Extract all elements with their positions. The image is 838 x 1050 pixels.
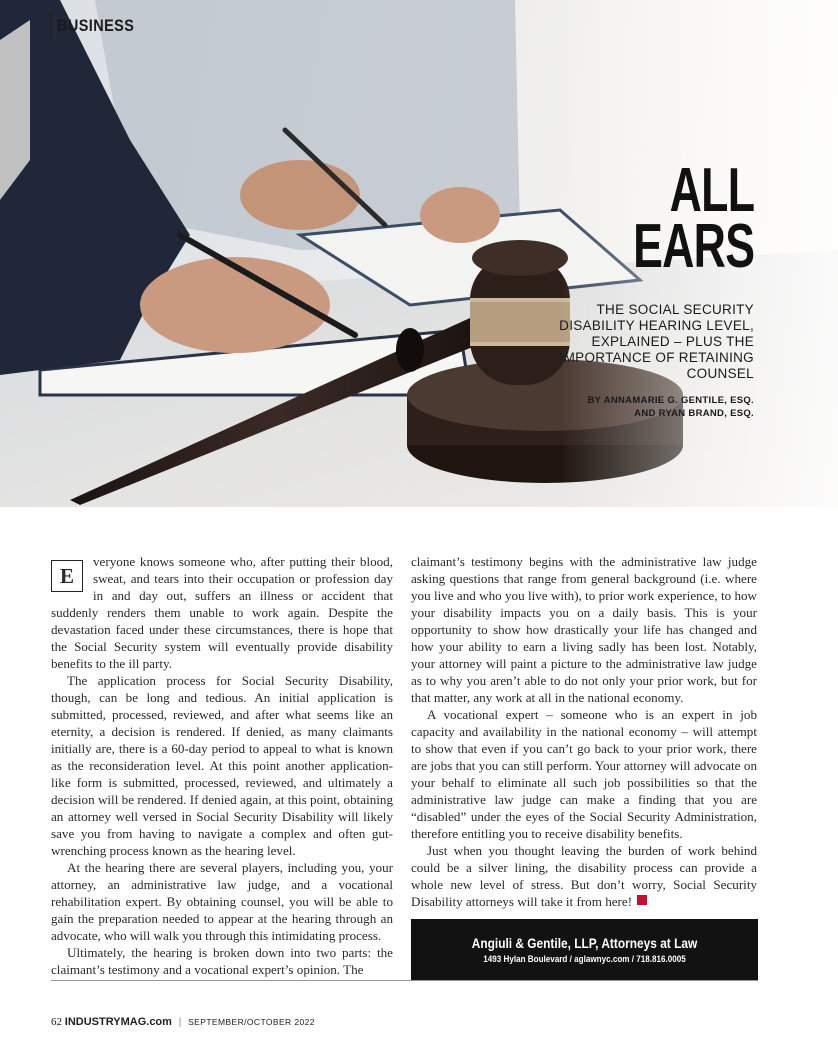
- issue-date: SEPTEMBER/OCTOBER 2022: [188, 1017, 315, 1027]
- sponsor-contact[interactable]: 1493 Hylan Boulevard / aglawnyc.com / 718.816.0005: [483, 954, 686, 964]
- sponsor-box: [411, 919, 758, 980]
- hero-photo: [0, 0, 838, 507]
- byline-line-1: BY ANNAMARIE G. GENTILE, ESQ.: [587, 395, 754, 406]
- article-byline: [534, 394, 754, 420]
- body-column-right: [411, 553, 757, 910]
- article-title: [632, 156, 754, 281]
- end-mark-icon: [637, 895, 647, 905]
- paragraph-1: [51, 553, 393, 672]
- paragraph-7-text: Just when you thought leaving the burden of work behind could be a silver lining, the disability process can provide a whole new level of stress. But don’t worry, Social Security Disability attorneys will take it from here!: [411, 843, 757, 909]
- title-line-1: ALL: [669, 156, 754, 225]
- sponsor-name: Angiuli & Gentile, LLP, Attorneys at Law: [471, 935, 698, 951]
- article-subtitle: THE SOCIAL SECURITY DISABILITY HEARING LEVEL, EXPLAINED – PLUS THE IMPORTANCE OF RETAINING COUNSEL: [559, 302, 754, 381]
- body-column-left: [51, 553, 393, 978]
- page-number: 62: [51, 1016, 62, 1028]
- paragraph-7: [411, 842, 757, 910]
- section-rule: [50, 12, 52, 42]
- drop-cap: E: [51, 560, 83, 592]
- paragraph-1-text: veryone knows someone who, after putting their blood, sweat, and tears into their occupation or profession day in and day out, suffers an illness or accident that suddenly renders them unable to work again. Despite the devastation faced under these circumstances, there is hope that the Social Security system will eventually provide disability benefits to the ill party.: [51, 554, 393, 671]
- paragraph-6: A vocational expert – someone who is an expert in job capacity and availability in the national economy – will attempt to show that even if you can’t go back to your prior work, there are jobs that you can still perform. Your attorney will advocate on your behalf to eliminate all such job possibilities so that the administrative law judge can make a finding that you are “disabled” under the eyes of the Social Security Administration, therefore entitling you to receive disability benefits.: [411, 707, 757, 841]
- section-label: BUSINESS: [57, 16, 135, 35]
- bottom-divider: [51, 980, 758, 981]
- paragraph-3: At the hearing there are several players, including you, your attorney, an administrative law judge, and a vocational rehabilitation expert. By obtaining counsel, you will be able to gain the preparation needed to appear at the hearing through an advocate, who will walk you through this intimidating process.: [51, 860, 393, 943]
- footer-separator: |: [178, 1017, 182, 1028]
- title-line-2: EARS: [632, 212, 754, 281]
- page-footer: [51, 1016, 315, 1028]
- paragraph-4: Ultimately, the hearing is broken down into two parts: the claimant’s testimony and a vocational expert’s opinion. The: [51, 945, 393, 977]
- magazine-name[interactable]: INDUSTRYMAG.com: [64, 1016, 172, 1028]
- paragraph-2: The application process for Social Security Disability, though, can be long and tedious. An initial application is submitted, processed, reviewed, and after what seems like an eternity, a decision is rendered. If denied, as many claimants initially are, there is a 60-day period to appeal to what is known as the reconsideration level. At this point another application-like form is submitted, processed, reviewed, and ultimately a decision will be rendered. If denied again, at this point, obtaining an attorney well versed in Social Security Disability will likely save you from having to navigate a complex and often gut-wrenching process known as the hearing level.: [51, 673, 393, 858]
- paragraph-5: claimant’s testimony begins with the administrative law judge asking questions that range from general background (i.e. where you live and who you live with), to prior work experience, to how your disability impacts you on a daily basis. This is your opportunity to show how drastically your life has changed and how your ability to earn a living sadly has been lost. Notably, your attorney will paint a picture to the administrative law judge as to why you aren’t able to do not only your prior work, but for that matter, any work at all in the national economy.: [411, 554, 757, 705]
- byline-line-2: AND RYAN BRAND, ESQ.: [634, 408, 754, 419]
